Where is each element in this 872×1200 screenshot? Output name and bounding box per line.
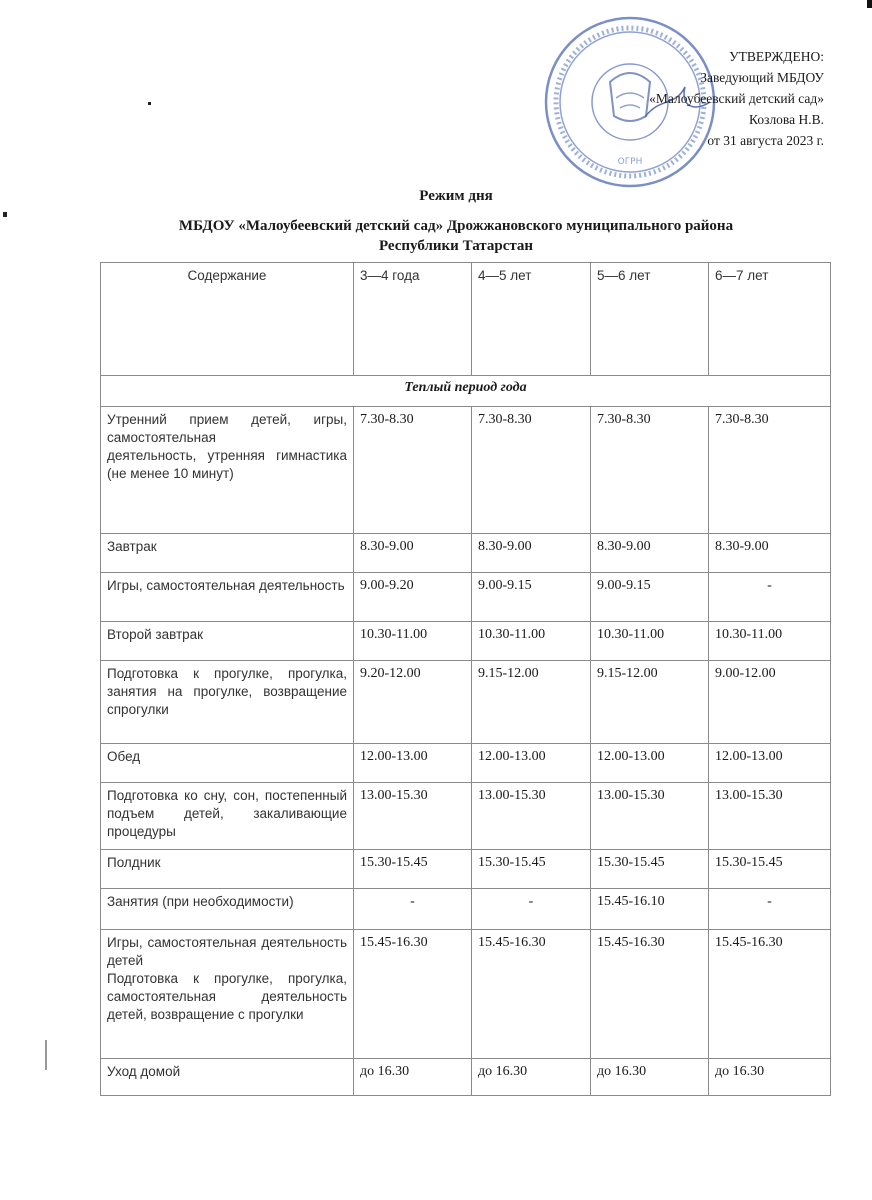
time-cell: 10.30-11.00 — [591, 622, 709, 661]
time-cell: 9.15-12.00 — [472, 661, 591, 744]
activity-text: Занятия (при необходимости) — [107, 894, 294, 909]
activity-text: Полдник — [107, 855, 161, 870]
activity-cell — [101, 783, 354, 850]
time-cell: 9.20-12.00 — [354, 661, 472, 744]
table-row — [101, 1059, 831, 1096]
activity-text: Обед — [107, 749, 141, 764]
activity-cell — [101, 573, 354, 622]
header-cell: 5—6 лет — [591, 263, 709, 376]
time-cell: 8.30-9.00 — [709, 534, 831, 573]
time-cell: 9.00-9.15 — [591, 573, 709, 622]
time-cell: - — [709, 889, 831, 930]
table-row — [101, 889, 831, 930]
approval-heading: УТВЕРЖДЕНО: — [729, 49, 824, 64]
activity-cell — [101, 889, 354, 930]
table-row — [101, 783, 831, 850]
activity-text: Игры, самостоятельная деятельность — [107, 578, 345, 593]
time-cell: 12.00-13.00 — [591, 744, 709, 783]
time-cell: 13.00-15.30 — [472, 783, 591, 850]
activity-text: Утренний прием детей, игры, самостоятельная — [107, 412, 347, 445]
table-row — [101, 744, 831, 783]
time-cell: 13.00-15.30 — [709, 783, 831, 850]
time-cell: - — [354, 889, 472, 930]
time-cell: 7.30-8.30 — [354, 407, 472, 534]
time-cell: 12.00-13.00 — [354, 744, 472, 783]
time-cell: - — [472, 889, 591, 930]
time-cell: 9.15-12.00 — [591, 661, 709, 744]
activity-text: Уход домой — [107, 1064, 181, 1079]
time-cell: 13.00-15.30 — [591, 783, 709, 850]
time-cell: 15.45-16.30 — [591, 930, 709, 1059]
time-cell: 8.30-9.00 — [354, 534, 472, 573]
activity-text: Завтрак — [107, 539, 157, 554]
time-cell: до 16.30 — [709, 1059, 831, 1096]
table-row — [101, 573, 831, 622]
title-main: Режим дня — [419, 188, 493, 204]
approval-position: Заведующий МБДОУ — [700, 70, 824, 85]
time-cell: 9.00-9.15 — [472, 573, 591, 622]
time-cell: до 16.30 — [472, 1059, 591, 1096]
table-row — [101, 534, 831, 573]
time-cell: 15.30-15.45 — [709, 850, 831, 889]
time-cell: 7.30-8.30 — [591, 407, 709, 534]
time-cell: 10.30-11.00 — [472, 622, 591, 661]
activity-cell — [101, 744, 354, 783]
document-title — [20, 186, 872, 206]
title-sub-line2: Республики Татарстан — [378, 238, 534, 254]
activity-text: Подготовка к прогулке, прогулка, занятия на прогулке, возвращение спрогулки — [107, 666, 347, 717]
document-subtitle — [20, 216, 872, 256]
schedule-table — [100, 262, 831, 1096]
activity-cell — [101, 622, 354, 661]
activity-text: деятельность, утренняя гимнастика (не менее 10 минут) — [107, 448, 347, 481]
time-cell: до 16.30 — [591, 1059, 709, 1096]
period-row — [101, 376, 831, 407]
time-cell: 15.45-16.30 — [709, 930, 831, 1059]
header-cell: Содержание — [101, 263, 354, 376]
table-row — [101, 930, 831, 1059]
time-cell: 12.00-13.00 — [472, 744, 591, 783]
activity-text: Подготовка ко сну, сон, постепенный подъем детей, закаливающие процедуры — [107, 788, 347, 839]
activity-text: Второй завтрак — [107, 627, 204, 642]
time-cell: 8.30-9.00 — [472, 534, 591, 573]
scan-speck — [148, 102, 151, 105]
time-cell: 12.00-13.00 — [709, 744, 831, 783]
time-cell: 9.00-9.20 — [354, 573, 472, 622]
time-cell: 7.30-8.30 — [472, 407, 591, 534]
activity-cell — [101, 850, 354, 889]
approval-date: от 31 августа 2023 г. — [707, 133, 824, 148]
title-sub-line1: МБДОУ «Малоубеевский детский сад» Дрожжановского муниципального района — [178, 218, 734, 234]
activity-text: Подготовка к прогулке, прогулка, самостоятельная деятельность детей, возвращение с прогулки — [107, 971, 347, 1022]
time-cell: до 16.30 — [354, 1059, 472, 1096]
time-cell: 8.30-9.00 — [591, 534, 709, 573]
activity-cell — [101, 407, 354, 534]
table-row — [101, 661, 831, 744]
scan-corner-mark — [867, 0, 872, 8]
activity-text: Игры, самостоятельная деятельность детей — [107, 935, 347, 968]
activity-cell — [101, 661, 354, 744]
table-row — [101, 407, 831, 534]
activity-cell — [101, 1059, 354, 1096]
time-cell: 15.45-16.10 — [591, 889, 709, 930]
table-row — [101, 622, 831, 661]
time-cell: 15.30-15.45 — [354, 850, 472, 889]
time-cell: 15.30-15.45 — [591, 850, 709, 889]
svg-text:ОГРН: ОГРН — [617, 157, 643, 167]
time-cell: 9.00-12.00 — [709, 661, 831, 744]
header-cell: 3—4 года — [354, 263, 472, 376]
header-cell: 4—5 лет — [472, 263, 591, 376]
activity-cell — [101, 534, 354, 573]
time-cell: - — [709, 573, 831, 622]
time-cell: 10.30-11.00 — [709, 622, 831, 661]
time-cell: 15.45-16.30 — [354, 930, 472, 1059]
time-cell: 7.30-8.30 — [709, 407, 831, 534]
activity-cell — [101, 930, 354, 1059]
table-row — [101, 850, 831, 889]
period-label: Теплый период года — [101, 376, 831, 407]
time-cell: 15.30-15.45 — [472, 850, 591, 889]
header-cell: 6—7 лет — [709, 263, 831, 376]
approval-signer: Козлова Н.В. — [749, 112, 824, 127]
approval-organization: «Малоубеевский детский сад» — [649, 91, 824, 106]
time-cell: 15.45-16.30 — [472, 930, 591, 1059]
time-cell: 13.00-15.30 — [354, 783, 472, 850]
approval-block — [649, 46, 824, 151]
time-cell: 10.30-11.00 — [354, 622, 472, 661]
scan-speck — [45, 1040, 47, 1070]
scan-speck — [3, 212, 7, 217]
table-header-row — [101, 263, 831, 376]
